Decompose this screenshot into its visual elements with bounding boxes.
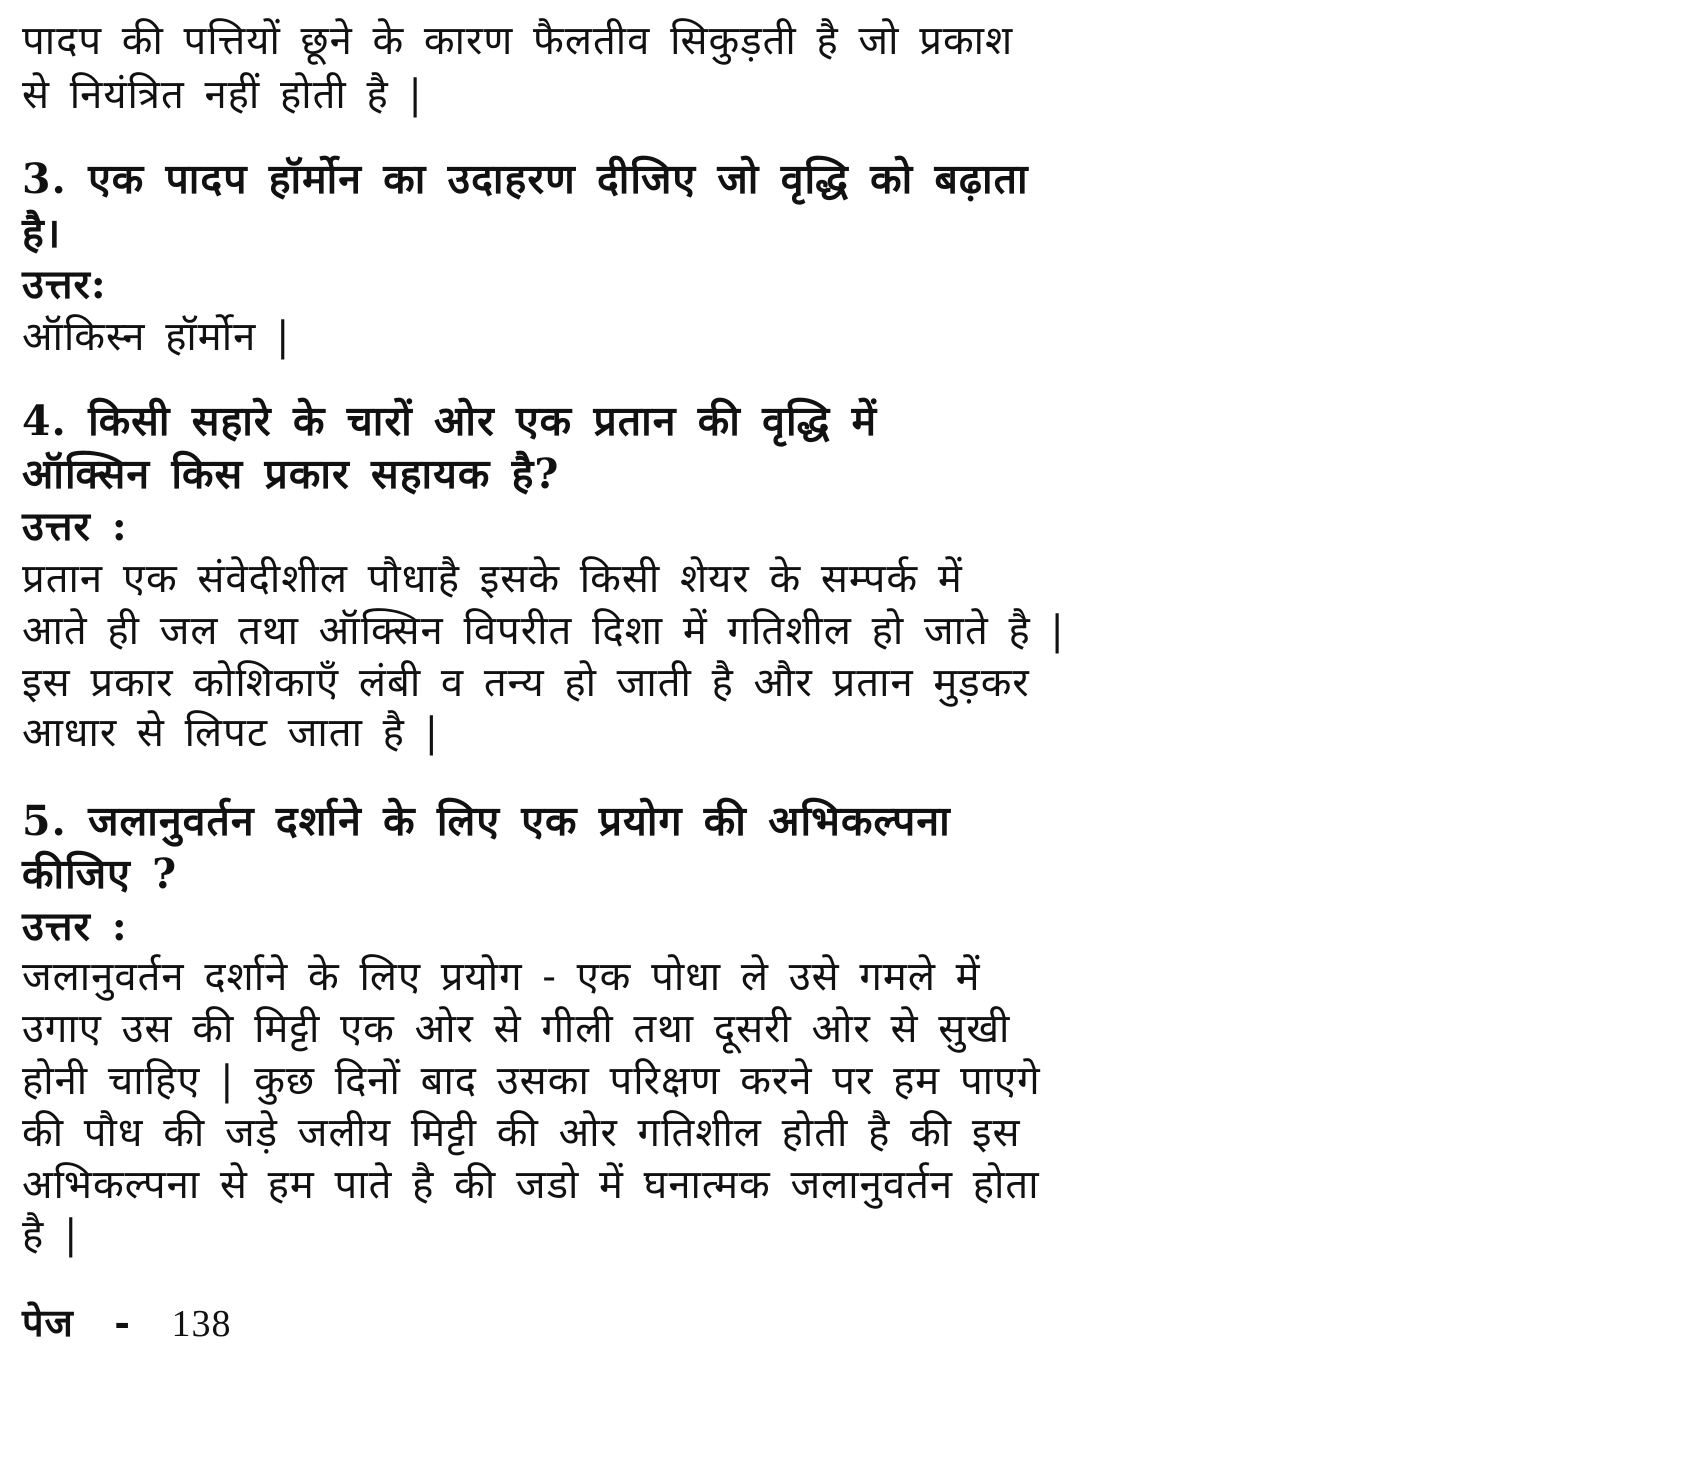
question-4-line-2: ऑक्सिन किस प्रकार सहायक है? xyxy=(22,450,560,498)
answer-3-label: उत्तर: xyxy=(22,261,107,308)
answer-4-line-3: इस प्रकार कोशिकाएँ लंबी व तन्य हो जाती है और प्रतान मुड़कर xyxy=(22,660,1030,706)
page-footer xyxy=(22,1296,232,1350)
question-5-line-1: 5. जलानुवर्तन दर्शाने के लिए एक प्रयोग की अभिकल्पना xyxy=(22,797,951,845)
answer-5-line-5: अभिकल्पना से हम पाते है की जडो में घनात्मक जलानुवर्तन होता xyxy=(22,1162,1040,1208)
answer-5-line-3: होनी चाहिए | कुछ दिनों बाद उसका परिक्षण करने पर हम पाएगे xyxy=(22,1058,1041,1104)
answer-5-line-4: की पौध की जड़े जलीय मिट्टी की ओर गतिशील होती है की इस xyxy=(22,1110,1021,1156)
answer-4-line-2: आते ही जल तथा ऑक्सिन विपरीत दिशा में गतिशील हो जाते है | xyxy=(22,608,1065,654)
answer-5-line-2: उगाए उस की मिट्टी एक ओर से गीली तथा दूसरी ओर से सुखी xyxy=(22,1006,1011,1052)
page-dash: - xyxy=(114,1300,132,1345)
page-label: पेज xyxy=(22,1300,74,1345)
answer-5-label: उत्तर : xyxy=(22,903,128,950)
answer-3-line-1: ऑकिस्न हॉर्मोन | xyxy=(22,314,291,360)
question-3-line-2: है। xyxy=(22,209,62,257)
intro-line-1: पादप की पत्तियों छूने के कारण फैलतीव सिकुड़ती है जो प्रकाश xyxy=(22,18,1014,64)
answer-5-line-1: जलानुवर्तन दर्शाने के लिए प्रयोग - एक पोधा ले उसे गमले में xyxy=(22,954,981,1000)
answer-5-line-6: है | xyxy=(22,1212,79,1258)
answer-4-line-4: आधार से लिपट जाता है | xyxy=(22,710,440,756)
intro-line-2: से नियंत्रित नहीं होती है | xyxy=(22,72,423,118)
question-5-line-2: कीजिए ? xyxy=(22,850,178,898)
question-3-line-1: 3. एक पादप हॉर्मोन का उदाहरण दीजिए जो वृद्धि को बढ़ाता xyxy=(22,155,1029,203)
answer-4-line-1: प्रतान एक संवेदीशील पौधाहै इसके किसी शेयर के सम्पर्क में xyxy=(22,556,963,602)
page-number: 138 xyxy=(171,1303,232,1345)
answer-4-label: उत्तर : xyxy=(22,503,128,550)
question-4-line-1: 4. किसी सहारे के चारों ओर एक प्रतान की वृद्धि में xyxy=(22,397,878,445)
